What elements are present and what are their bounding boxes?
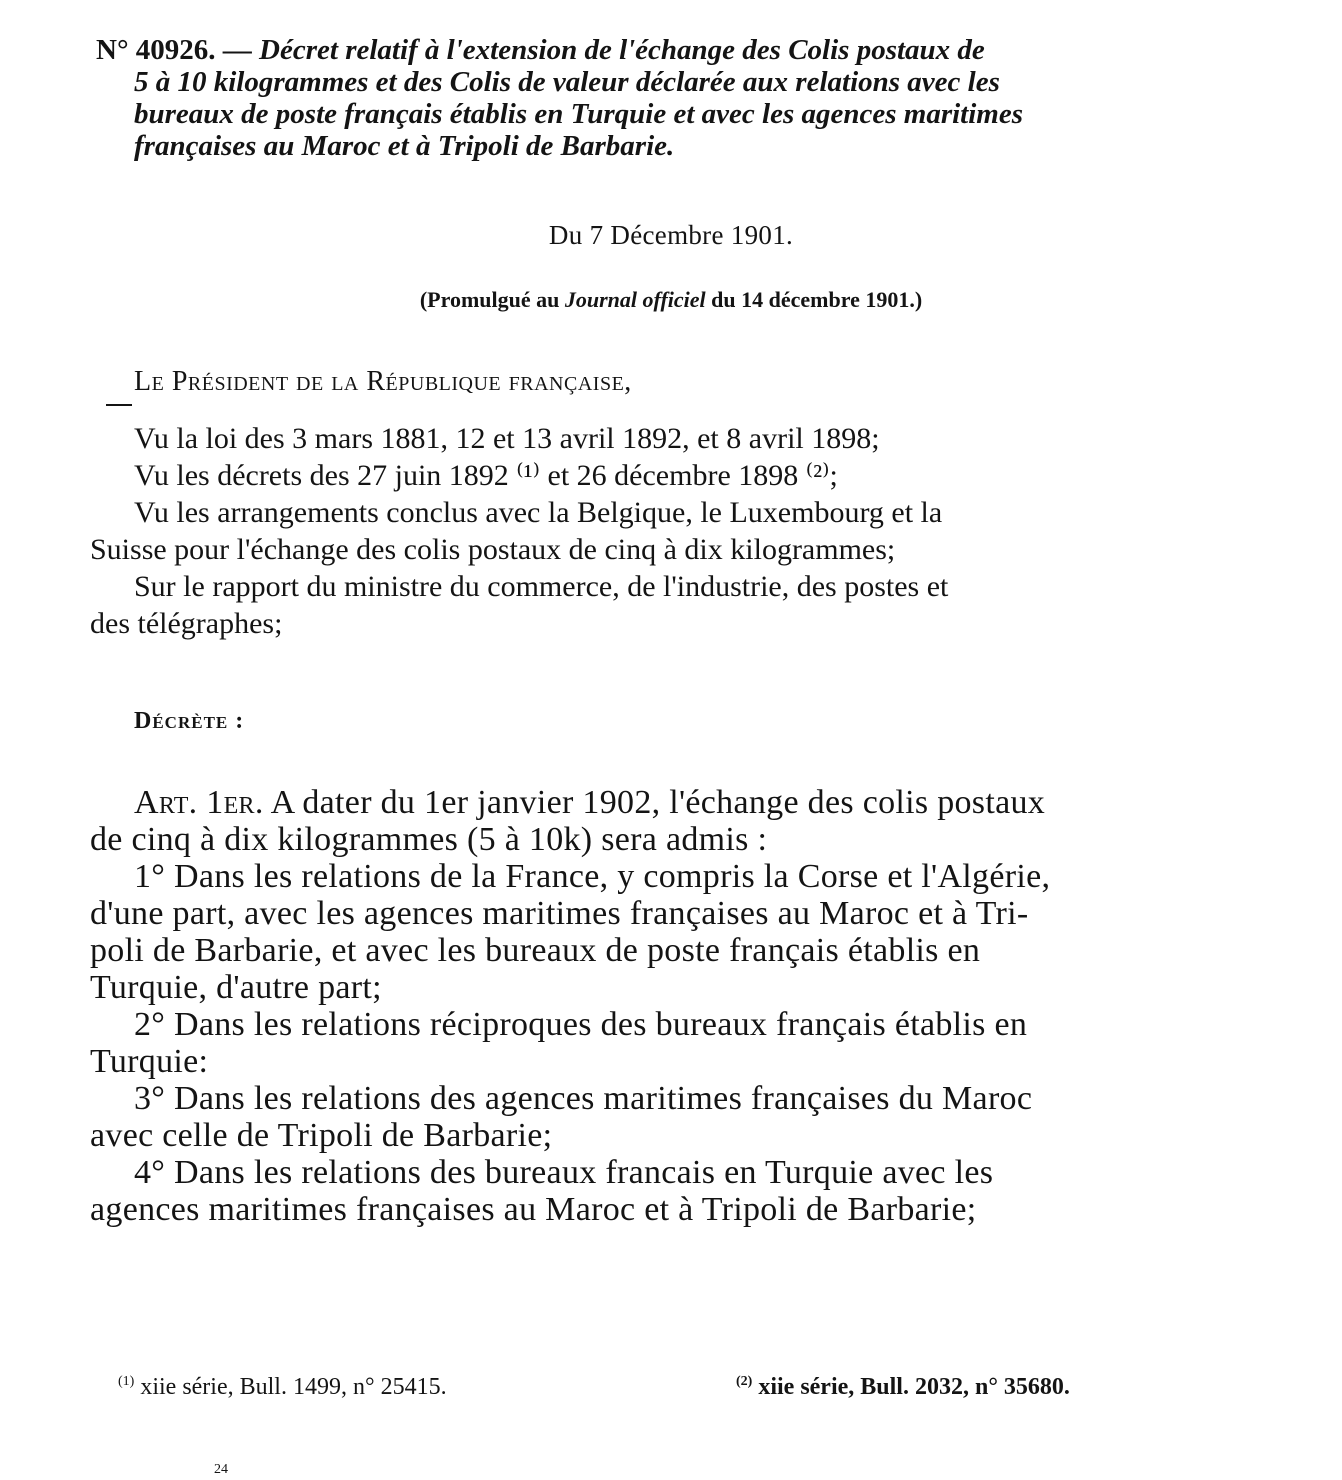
consideration-1	[90, 420, 1256, 457]
consideration-1-line-1: Vu la loi des 3 mars 1881, 12 et 13 avril 1892, et 8 avril 1898;	[134, 422, 880, 455]
decrete-label: Décrète :	[134, 708, 245, 734]
article-item-3-line-1: 3° Dans les relations des agences maritimes françaises du Maroc	[134, 1080, 1033, 1117]
footnote-2-text: xiie série, Bull. 2032, n° 35680.	[758, 1374, 1070, 1400]
article-label: Art. 1er.	[134, 784, 264, 821]
decree-heading	[96, 34, 1256, 162]
decree-date: Du 7 Décembre 1901.	[548, 220, 794, 250]
article-item-2-line-1: 2° Dans les relations réciproques des bureaux français établis en	[134, 1006, 1028, 1043]
decree-number: N° 40926. —	[96, 34, 252, 66]
article-item-4	[90, 1154, 1256, 1228]
article-intro-line-1	[90, 784, 1256, 821]
footnote-1-mark: (1)	[118, 1374, 135, 1389]
article-item-4-line-1: 4° Dans les relations des bureaux francais en Turquie avec les	[134, 1154, 994, 1191]
article-paragraph-intro	[90, 784, 1256, 858]
consideration-4-line-1: Sur le rapport du ministre du commerce, de l'industrie, des postes et	[134, 570, 949, 603]
footnote-2-mark: (2)	[736, 1374, 753, 1389]
decree-title-line-3: bureaux de poste français établis en Turquie et avec les agences maritimes	[134, 98, 1023, 130]
article-1	[90, 784, 1256, 1228]
president-text: Le Président de la République française,	[134, 366, 632, 397]
consideration-4	[90, 568, 1256, 642]
consideration-3-line-1: Vu les arrangements conclus avec la Belgique, le Luxembourg et la	[134, 496, 943, 529]
consideration-4-line-2: des télégraphes;	[90, 607, 283, 640]
decree-title-line-4: françaises au Maroc et à Tripoli de Barbarie.	[134, 130, 675, 162]
footnote-1-text: xiie série, Bull. 1499, n° 25415.	[140, 1374, 447, 1400]
article-item-2-line-2: Turquie:	[90, 1043, 209, 1080]
article-item-2	[90, 1006, 1256, 1080]
considerations	[90, 420, 1256, 642]
article-item-1	[90, 858, 1256, 1006]
president-dash	[106, 404, 132, 406]
article-item-1-line-2: d'une part, avec les agences maritimes françaises au Maroc et à Tri-	[90, 895, 1029, 932]
article-intro-line-2: de cinq à dix kilogrammes (5 à 10k) sera admis :	[90, 821, 768, 858]
promulgation-after: du 14 décembre 1901.)	[705, 287, 923, 312]
article-intro-text: A dater du 1er janvier 1902, l'échange des colis postaux	[270, 784, 1046, 821]
consideration-2	[90, 457, 1256, 494]
consideration-3-line-2: Suisse pour l'échange des colis postaux de cinq à dix kilogrammes;	[90, 533, 896, 566]
promulgation-before: (Promulgué au	[419, 287, 565, 312]
article-item-1-line-4: Turquie, d'autre part;	[90, 969, 382, 1006]
decree-title-line-1: Décret relatif à l'extension de l'échange des Colis postaux de	[259, 34, 985, 66]
article-item-3-line-2: avec celle de Tripoli de Barbarie;	[90, 1117, 553, 1154]
article-item-3	[90, 1080, 1256, 1154]
signature-mark: 24	[214, 1462, 228, 1477]
article-item-1-line-1: 1° Dans les relations de la France, y compris la Corse et l'Algérie,	[134, 858, 1051, 895]
footnote-1	[118, 1374, 447, 1401]
article-item-1-line-3: poli de Barbarie, et avec les bureaux de poste français établis en	[90, 932, 981, 969]
consideration-3	[90, 494, 1256, 568]
president-line	[134, 366, 632, 398]
article-item-4-line-2: agences maritimes françaises au Maroc et à Tripoli de Barbarie;	[90, 1191, 977, 1228]
footnote-2	[736, 1374, 1070, 1401]
promulgation-journal: Journal officiel	[564, 287, 706, 312]
consideration-2-line-1: Vu les décrets des 27 juin 1892 ⁽¹⁾ et 26 décembre 1898 ⁽²⁾;	[134, 459, 838, 492]
promulgation-note	[0, 287, 1342, 313]
decree-title-line-2: 5 à 10 kilogrammes et des Colis de valeur déclarée aux relations avec les	[134, 66, 1000, 98]
